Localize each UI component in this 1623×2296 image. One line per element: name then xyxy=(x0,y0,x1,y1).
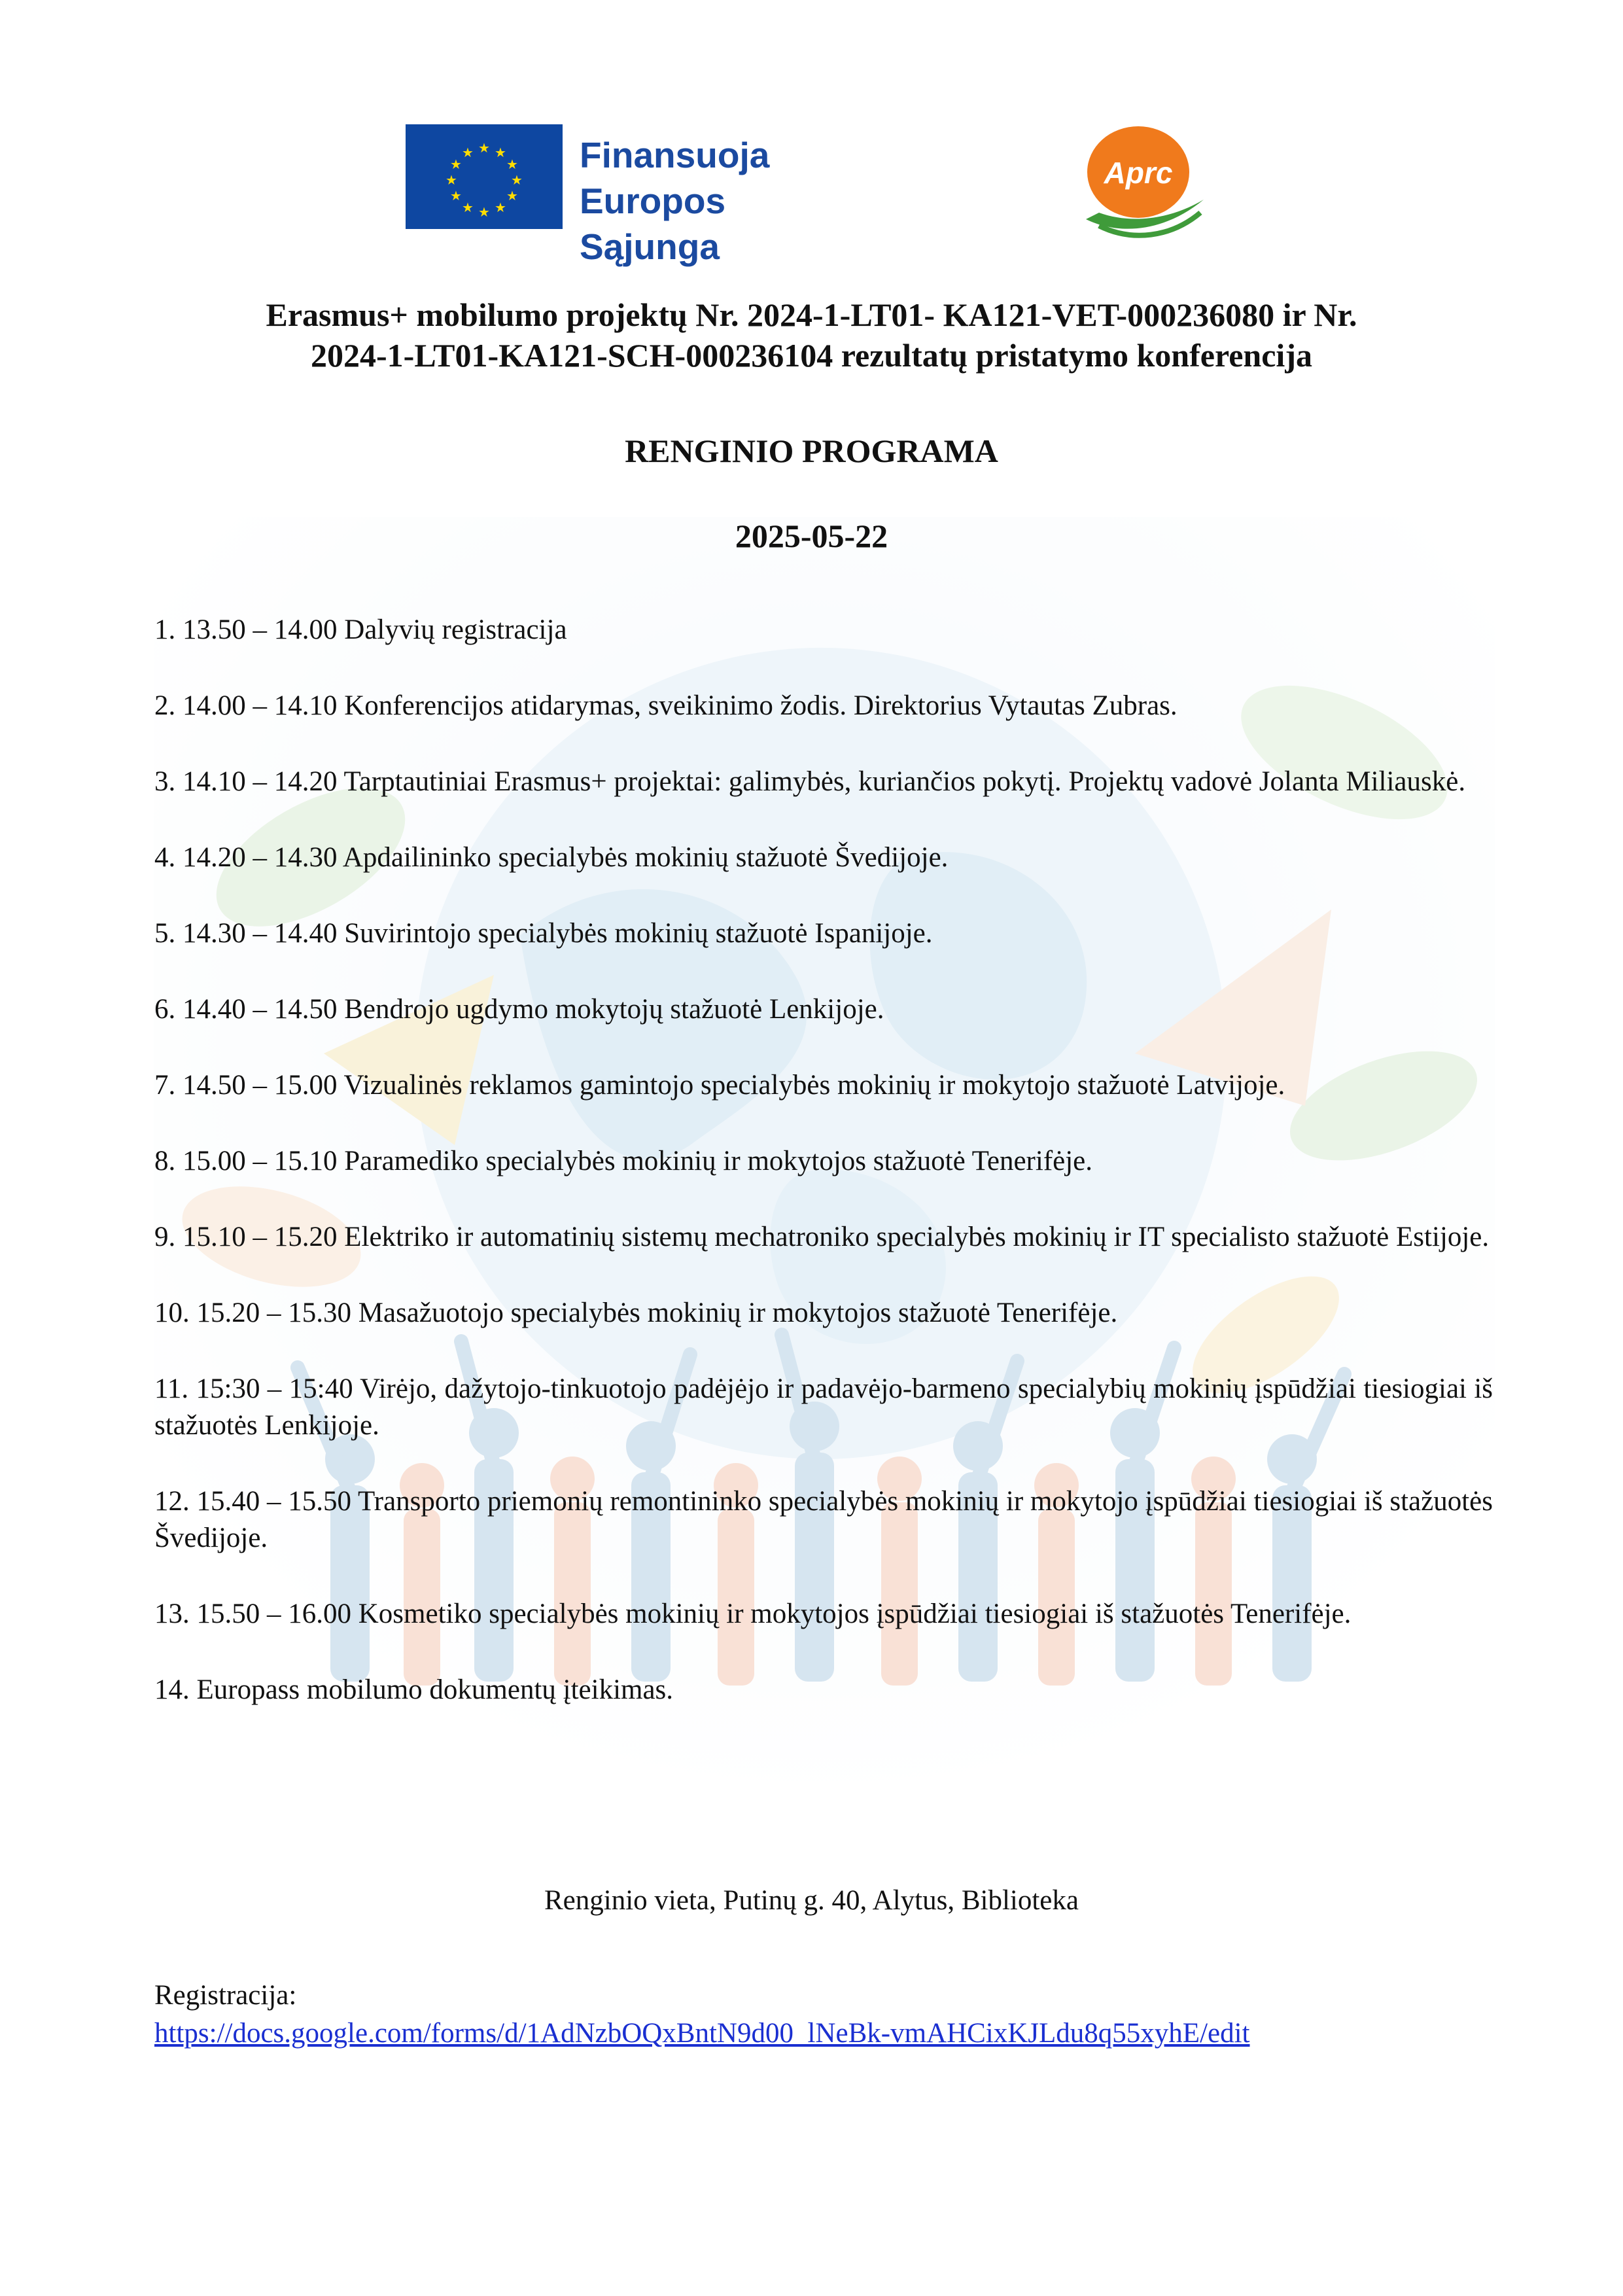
agenda-list xyxy=(154,612,1493,1748)
agenda-item: 3. 14.10 – 14.20 Tarptautiniai Erasmus+ projektai: galimybės, kuriančios pokytį. Projektų vadovė Jolanta Miliauskė. xyxy=(154,766,1466,797)
agenda-item: 5. 14.30 – 14.40 Suvirintojo specialybės mokinių stažuotė Ispanijoje. xyxy=(154,918,933,949)
svg-text:★: ★ xyxy=(450,156,462,172)
svg-text:★: ★ xyxy=(462,200,474,215)
conference-title-line2: 2024-1-LT01-KA121-SCH-000236104 rezultatų pristatymo konferencija xyxy=(311,337,1312,374)
svg-text:★: ★ xyxy=(511,172,523,188)
registration-label: Registracija: xyxy=(154,1980,297,2011)
svg-text:★: ★ xyxy=(450,188,462,203)
eu-funding-line2: Europos Sąjunga xyxy=(580,181,726,267)
agenda-item: 2. 14.00 – 14.10 Konferencijos atidarymas, sveikinimo žodis. Direktorius Vytautas Zubras. xyxy=(154,690,1178,721)
svg-text:★: ★ xyxy=(462,145,474,160)
program-heading: RENGINIO PROGRAMA xyxy=(625,433,998,469)
agenda-item: 13. 15.50 – 16.00 Kosmetiko specialybės mokinių ir mokytojos įspūdžiai tiesiogiai iš stažuotės Tenerifėje. xyxy=(154,1598,1352,1629)
agenda-item: 7. 14.50 – 15.00 Vizualinės reklamos gamintojo specialybės mokinių ir mokytojo stažuotė Latvijoje. xyxy=(154,1070,1285,1101)
event-date: 2025-05-22 xyxy=(735,518,888,554)
agenda-item: 8. 15.00 – 15.10 Paramediko specialybės mokinių ir mokytojos stažuotė Tenerifėje. xyxy=(154,1146,1093,1176)
aprc-logo xyxy=(1073,121,1210,245)
agenda-item: 4. 14.20 – 14.30 Apdailininko specialybės mokinių stažuotė Švedijoje. xyxy=(154,842,949,873)
conference-title-line1: Erasmus+ mobilumo projektų Nr. 2024-1-LT01- KA121-VET-000236080 ir Nr. xyxy=(266,296,1357,333)
agenda-item: 14. Europass mobilumo dokumentų įteikimas. xyxy=(154,1674,674,1705)
svg-text:★: ★ xyxy=(478,140,490,156)
eu-flag-icon xyxy=(406,124,563,229)
conference-title xyxy=(150,294,1473,376)
registration-link[interactable]: https://docs.google.com/forms/d/1AdNzbOQxBntN9d00_lNeBk-vmAHCixKJLdu8q55xyhE/edit xyxy=(154,2018,1250,2049)
agenda-item: 12. 15.40 – 15.50 Transporto priemonių remontininko specialybės mokinių ir mokytojo įspūdžiai tiesiogiai iš stažuotės Švedijoje. xyxy=(154,1486,1493,1553)
agenda-item: 1. 13.50 – 14.00 Dalyvių registracija xyxy=(154,614,567,645)
svg-text:★: ★ xyxy=(495,200,506,215)
svg-text:Aprc: Aprc xyxy=(1104,156,1173,190)
svg-text:★: ★ xyxy=(445,172,457,188)
agenda-item: 6. 14.40 – 14.50 Bendrojo ugdymo mokytojų stažuotė Lenkijoje. xyxy=(154,994,884,1025)
eu-funding-line1: Finansuoja xyxy=(580,135,770,175)
svg-text:★: ★ xyxy=(506,156,518,172)
svg-text:★: ★ xyxy=(506,188,518,203)
agenda-item: 11. 15:30 – 15:40 Virėjo, dažytojo-tinkuotojo padėjėjo ir padavėjo-barmeno specialybių mokinių įspūdžiai tiesiogiai iš stažuotės Lenkijoje. xyxy=(154,1373,1493,1441)
svg-text:★: ★ xyxy=(478,204,490,220)
eu-funding-logo xyxy=(406,124,864,267)
agenda-item: 9. 15.10 – 15.20 Elektriko ir automatinių sistemų mechatroniko specialybės mokinių ir IT specialisto stažuotė Estijoje. xyxy=(154,1222,1490,1252)
agenda-item: 10. 15.20 – 15.30 Masažuotojo specialybės mokinių ir mokytojos stažuotė Tenerifėje. xyxy=(154,1298,1118,1328)
svg-text:★: ★ xyxy=(495,145,506,160)
event-venue: Renginio vieta, Putinų g. 40, Alytus, Biblioteka xyxy=(544,1885,1079,1916)
